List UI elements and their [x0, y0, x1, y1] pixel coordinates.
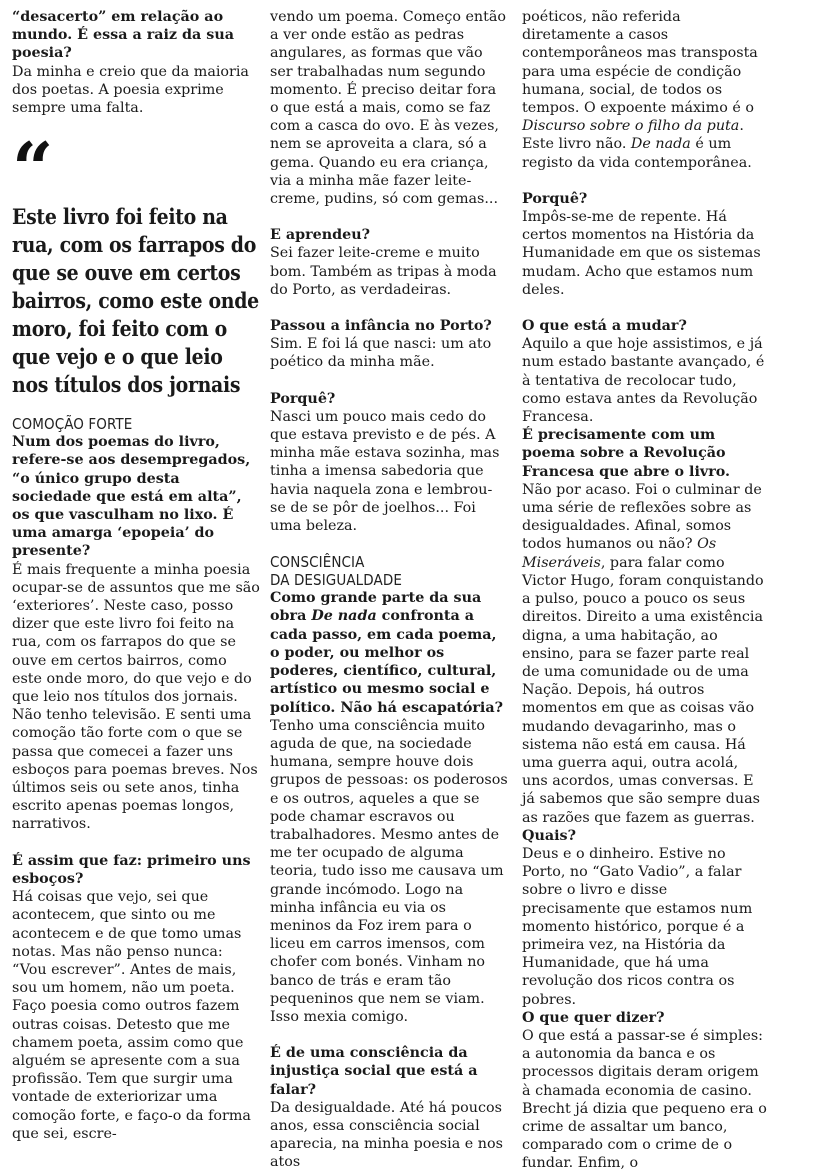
pull-quote: Este livro foi feito na rua, com os farrapos do que se ouve em certos bairros, como este onde moro, foi feito com o que vejo e o que leio nos títulos dos jornais — [12, 204, 259, 398]
question: Porquê? — [522, 190, 588, 207]
question-intro: “desacerto” em relação ao mundo. É essa a raiz da sua poesia? — [12, 9, 234, 62]
question: E aprendeu? — [270, 227, 371, 244]
answer: Tenho uma consciência muito aguda de que, na sociedade humana, sempre houve dois grupos de pessoas: os poderosos e os outros, aqueles a que se pode chamar escravos ou trabalhadores. Mesmo antes de me ter ocupado de alguma teoria, tudo isso me causava um grande incómodo. Logo na minha infância eu via os meninos da Foz irem para o liceu em carros imensos, com chofer com bonés. Vinham no banco de trás e eram tão pequeninos que nem se viam. Isso mexia comigo. — [270, 717, 508, 1025]
question: O que está a mudar? — [522, 318, 687, 335]
answer: É mais frequente a minha poesia ocupar-se de assuntos que me são ‘exteriores’. Neste caso, posso dizer que este livro foi feito na rua, com os farrapos do que se ouve em certos bairros, como este onde moro, do que vejo e do que leio nos títulos dos jornais. Não tenho televisão. E senti uma comoção tão forte com o que se passa que comecei a fazer uns esboços para poemas breves. Nos últimos seis ou sete anos, tinha escrito apenas poemas longos, narrativos. — [12, 561, 260, 833]
answer: Sim. E foi lá que nasci: um ato poético da minha mãe. — [270, 336, 492, 371]
question: Porquê? — [270, 390, 336, 407]
section-heading-line-1: CONSCIÊNCIA — [270, 553, 365, 572]
answer: Impôs-se-me de repente. Há certos momentos na História da Humanidade em que os sistemas mudam. Acho que estamos num deles. — [522, 209, 761, 298]
column-2 — [270, 8, 508, 1172]
answer: Há coisas que vejo, sei que acontecem, que sinto ou me acontecem e de que tomo umas notas. Mas não penso nunca: “Vou escrever”. Antes de mais, sou um homem, não um poeta. Faço poesia como outros fazem outras coisas. Detesto que me chamem poeta, assim como que alguém se apresente com a sua profissão. Tem que surgir uma vontade de exteriorizar uma comoção forte, e faço-o da forma que sei, escre- — [12, 889, 251, 1142]
answer: Sei fazer leite-creme e muito bom. Também as tripas à moda do Porto, as verdadeiras. — [270, 245, 497, 298]
question: É de uma consciência da injustiça social que está a falar? — [270, 1045, 478, 1098]
answer: Aquilo a que hoje assistimos, e já num estado bastante avançado, é à tentativa de recolocar tudo, como estava antes da Revolução Francesa. — [522, 336, 765, 426]
section-heading: COMOÇÃO FORTE — [12, 415, 133, 434]
question: O que quer dizer? — [522, 1009, 665, 1026]
quote-mark-icon: “ — [12, 126, 54, 212]
answer: Não por acaso. Foi o culminar de uma série de reflexões sobre as desigualdades. Afinal, somos todos humanos ou não? Os Miseráveis, para falar como Victor Hugo, foram conquistando a pulso, pouco a pouco os seus direitos. Direito a uma existência digna, a uma habitação, ao ensino, para se fazer parte real de uma comunidade ou de uma Nação. Depois, há outros momentos em que as coisas vão mudando devagarinho, mas o sistema não está em causa. Há uma guerra aqui, outra acolá, uns acordos, umas conversas. E já sabemos que são sempre duas as razões que fazem as guerras. — [522, 481, 764, 826]
question: Como grande parte da sua obra De nada confronta a cada passo, em cada poema, o poder, ou melhor os poderes, científico, cultural, artístico ou mesmo social e político. Não há escapatória? — [270, 590, 503, 716]
question: Num dos poemas do livro, refere-se aos desempregados, “o único grupo desta sociedade que está em alta”, os que vasculham no lixo. É uma amarga ‘epopeia’ do presente? — [12, 434, 251, 560]
question: Quais? — [522, 827, 576, 844]
answer-continued: poéticos, não referida diretamente a casos contemporâneos mas transposta para uma espécie de condição humana, social, de todos os tempos. O expoente máximo é o Discurso sobre o filho da puta. Este livro não. De nada é um registo da vida contemporânea. — [522, 9, 758, 171]
question: É precisamente com um poema sobre a Revolução Francesa que abre o livro. — [522, 427, 730, 480]
question: Passou a infância no Porto? — [270, 318, 492, 335]
answer: Da desigualdade. Até há poucos anos, essa consciência social aparecia, na minha poesia e nos atos — [270, 1099, 503, 1171]
answer: Nasci um pouco mais cedo do que estava previsto e de pés. A minha mãe estava sozinha, mas tinha a imensa sabedoria que havia naquela zona e lembrou-se de se pôr de joelhos... Foi uma beleza. — [270, 408, 500, 535]
column-3 — [522, 8, 768, 1173]
section-heading-line-2: DA DESIGUALDADE — [270, 571, 402, 590]
answer: Deus e o dinheiro. Estive no Porto, no “Gato Vadio”, a falar sobre o livro e disse precisamente que estamos num momento histórico, porque é a primeira vez, na História da Humanidade, que há uma revolução dos ricos contra os pobres. — [522, 845, 753, 1008]
answer-continued: vendo um poema. Começo então a ver onde estão as pedras angulares, as formas que vão ser trabalhadas num segundo momento. É preciso deitar fora o que está a mais, como se faz com a casca do ovo. E às vezes, nem se aproveita a clara, só a gema. Quando eu era criança, via a minha mãe fazer leite-creme, pudins, só com gemas... — [270, 9, 507, 208]
column-1 — [12, 8, 260, 1143]
answer: O que está a passar-se é simples: a autonomia da banca e os processos digitais deram origem à chamada economia de casino. Brecht já dizia que pequeno era o crime de assaltar um banco, comparado com o crime de o fundar. Enfim, o — [522, 1027, 767, 1172]
question: É assim que faz: primeiro uns esboços? — [12, 852, 251, 887]
answer-intro: Da minha e creio que da maioria dos poetas. A poesia exprime sempre uma falta. — [12, 63, 249, 117]
